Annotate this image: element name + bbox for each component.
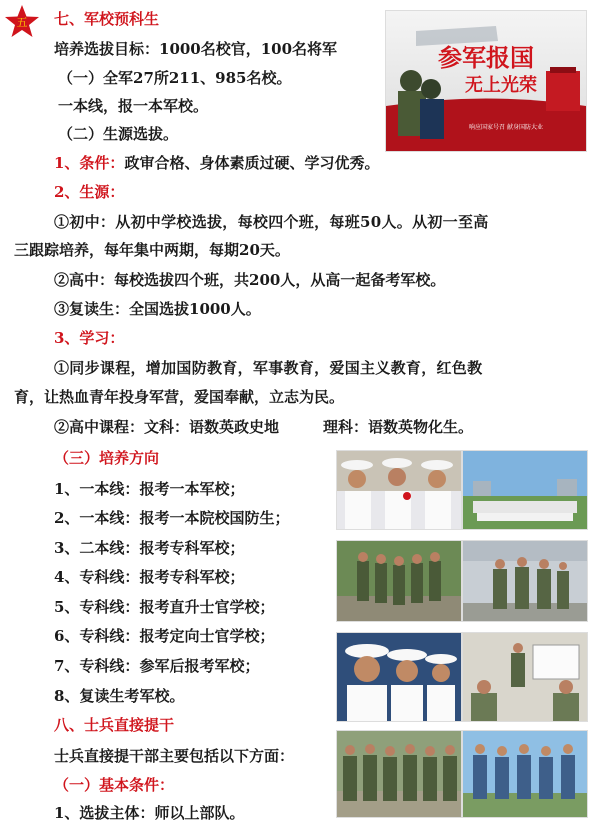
navy-row-photo bbox=[336, 632, 462, 722]
text-line: 一本线，报一本军校。 bbox=[58, 97, 209, 115]
text-line: 1、选拔主体：师以上部队。 bbox=[54, 804, 245, 822]
outdoor-group-photo bbox=[462, 450, 588, 530]
text-line: （一）全军27所211、985名校。 bbox=[58, 69, 292, 87]
list-item: 4、专科线：报考专科军校； bbox=[54, 568, 245, 586]
list-item: 2、一本线：报考一本院校国防生； bbox=[54, 509, 290, 527]
list-item: 1、一本线：报考一本军校； bbox=[54, 480, 245, 498]
navy-soldiers-photo bbox=[336, 450, 462, 530]
text-line: 育，让热血青年投身军营，爱国奉献，立志为民。 bbox=[14, 388, 345, 406]
text-line: （二）生源选拔。 bbox=[58, 125, 179, 143]
blue-uniform-march-photo bbox=[462, 730, 588, 818]
text-line: 士兵直接提干部主要包括以下方面： bbox=[54, 747, 295, 765]
text-line: 三跟踪培养，每年集中两期，每期20天。 bbox=[14, 241, 290, 259]
camouflage-march-photo bbox=[336, 730, 462, 818]
subheading: 2、生源： bbox=[54, 183, 125, 201]
text-line: ①同步课程，增加国防教育，军事教育，爱国主义教育，红色教 bbox=[54, 359, 483, 377]
condition-label: 1、条件： bbox=[54, 154, 125, 172]
science-text: 理科：语数英物化生。 bbox=[323, 418, 474, 436]
text-line: 培养选拔目标：1000名校官，100名将军 bbox=[54, 40, 338, 58]
subheading: 3、学习： bbox=[54, 329, 125, 347]
list-item: 5、专科线：报考直升士官学校； bbox=[54, 598, 275, 616]
text-line: ③复读生：全国选拔1000人。 bbox=[54, 300, 261, 318]
recruitment-banner-image bbox=[385, 10, 587, 152]
svg-text:无上光荣: 无上光荣 bbox=[465, 75, 537, 96]
svg-text:响应国家号召 献身国防大业: 响应国家号召 献身国防大业 bbox=[469, 124, 543, 131]
list-item: 7、专科线：参军后报考军校； bbox=[54, 657, 260, 675]
svg-text:五: 五 bbox=[16, 16, 28, 29]
liberal-arts-text: ②高中课程：文科：语数英政史地 bbox=[54, 418, 280, 436]
svg-text:参军报国: 参军报国 bbox=[438, 43, 534, 72]
star-badge-icon bbox=[4, 4, 40, 38]
section-heading-8: 八、士兵直接提干 bbox=[54, 716, 175, 734]
section-heading-7: 七、军校预科生 bbox=[54, 10, 160, 28]
list-item: 6、专科线：报考定向士官学校； bbox=[54, 627, 275, 645]
subheading: （三）培养方向 bbox=[54, 449, 160, 467]
classroom-photo bbox=[462, 632, 588, 722]
list-item: 8、复读生考军校。 bbox=[54, 687, 185, 705]
list-item: 3、二本线：报考专科军校； bbox=[54, 539, 245, 557]
marching-soldiers-photo bbox=[336, 540, 462, 622]
text-line: ②高中：每校选拔四个班，共200人，从高一起备考军校。 bbox=[54, 271, 446, 289]
text-line: ①初中：从初中学校选拔，每校四个班，每班50人。从初一至高 bbox=[54, 213, 489, 231]
drill-training-photo bbox=[462, 540, 588, 622]
condition-text: 政审合格、身体素质过硬、学习优秀。 bbox=[124, 154, 380, 172]
condition-line bbox=[54, 153, 379, 173]
subheading: （一）基本条件： bbox=[54, 776, 175, 794]
text-line bbox=[54, 417, 473, 437]
